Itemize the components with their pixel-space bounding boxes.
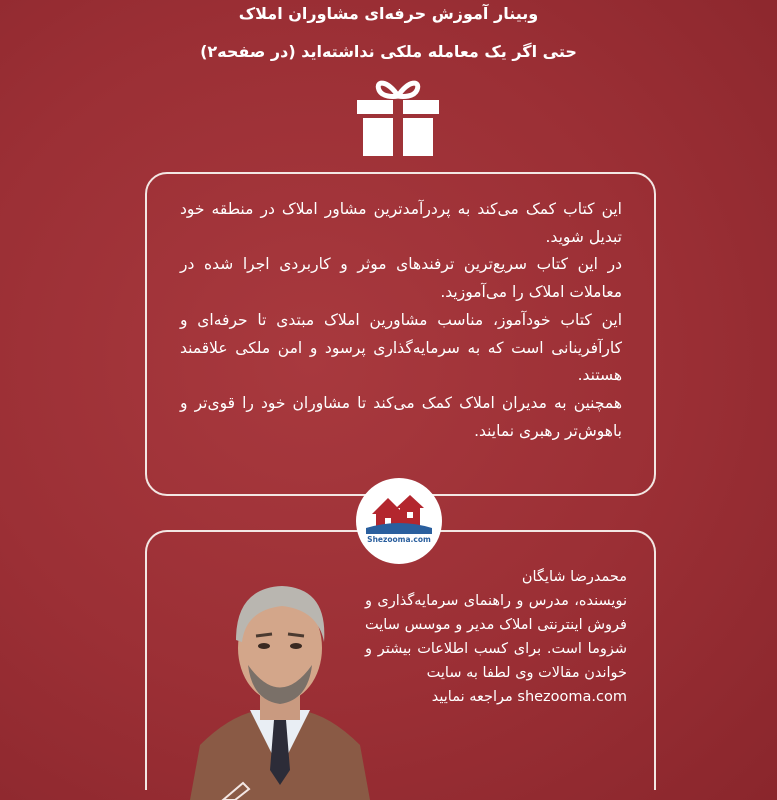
author-name: محمدرضا شایگان: [521, 569, 627, 585]
logo-url: Shezooma.com: [367, 535, 431, 544]
author-site-line: [365, 685, 627, 709]
author-bio: [365, 565, 627, 709]
description-paragraph: در این کتاب سریع‌ترین ترفندهای موثر و کاربردی اجرا شده در معاملات املاک را می‌آموزید.: [180, 255, 622, 302]
house-logo-icon: [356, 478, 442, 564]
header-line-1: وبینار آموزش حرفه‌ای مشاوران املاک: [238, 4, 539, 23]
description-text: [180, 196, 622, 445]
shezooma-logo: [356, 478, 442, 564]
header-line-2: حتی اگر یک معامله ملکی نداشته‌اید (در صفحه۲): [200, 42, 577, 61]
gift-icon: [355, 76, 441, 158]
description-paragraph: این کتاب کمک می‌کند به پردرآمدترین مشاور املاک در منطقه خود تبدیل شوید.: [180, 200, 622, 246]
author-site-suffix: مراجعه نمایید: [431, 689, 513, 705]
description-paragraph: همچنین به مدیران املاک کمک می‌کند تا مشاوران خود را قوی‌تر و باهوش‌تر رهبری نمایند.: [180, 393, 622, 440]
author-site-link[interactable]: shezooma.com: [517, 689, 627, 705]
corner-decoration: [215, 775, 275, 800]
author-photo: [190, 570, 370, 800]
author-description: نویسنده، مدرس و راهنمای سرمایه‌گذاری و فروش اینترنتی املاک مدیر و موسس سایت شزوما است. برای کسب اطلاعات بیشتر و خواندن مقالات وی لطفا به سایت: [365, 593, 627, 681]
description-paragraph: این کتاب خودآموز، مناسب مشاورین املاک مبتدی تا حرفه‌ای و کارآفرینانی است که به سرمایه‌گذاری پرسود و امن ملکی علاقمند هستند.: [180, 310, 622, 385]
